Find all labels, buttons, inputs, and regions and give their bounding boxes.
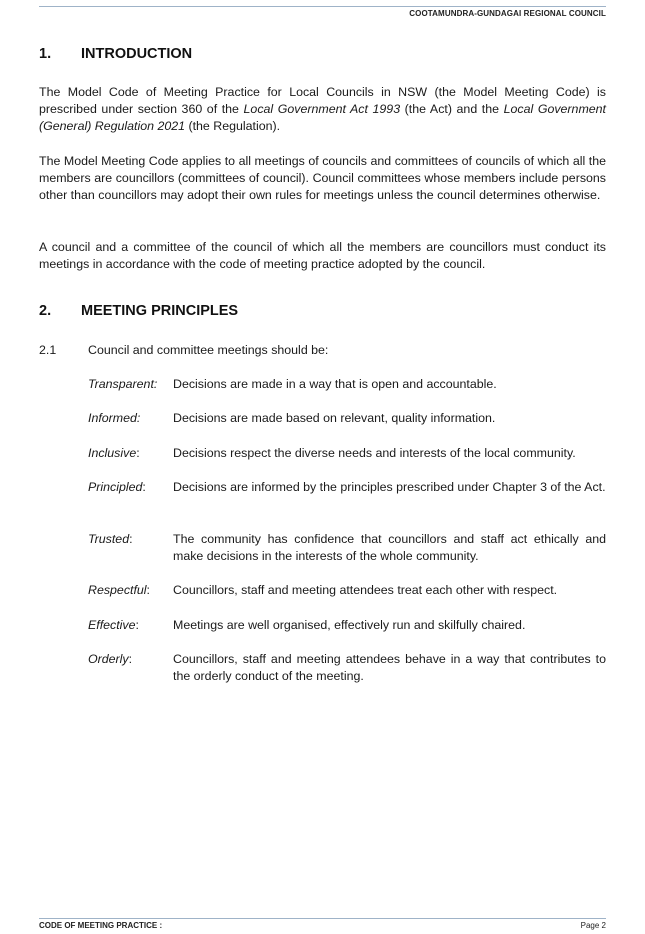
clause-number: 2.1 [39,343,57,357]
principle-item [88,531,606,565]
principle-description: Decisions are made in a way that is open and accountable. [173,377,497,391]
principle-description: Meetings are well organised, effectively run and skilfully chaired. [173,618,526,632]
principle-description: Decisions are made based on relevant, quality information. [173,411,496,425]
section-title: MEETING PRINCIPLES [81,303,239,319]
principle-item [88,651,606,685]
principle-term-suffix: : [129,532,133,546]
principle-term-wrap [88,479,146,496]
principle-item [88,376,606,393]
principle-item [88,582,606,599]
footer-document-name: CODE OF MEETING PRACTICE : [39,921,163,930]
principle-item [88,479,606,496]
principle-description: Councillors, staff and meeting attendees treat each other with respect. [173,583,558,597]
principle-term-suffix: : [135,618,139,632]
intro-paragraph-2: The Model Meeting Code applies to all meetings of councils and committees of councils of which all the members are councillors (committees of council). Council committees whose members include persons other than councillors may adopt their own rules for meetings unless the council determines otherwise. [39,154,606,202]
header-organization: COOTAMUNDRA-GUNDAGAI REGIONAL COUNCIL [409,9,606,18]
principle-term: Effective [88,618,136,632]
principle-term: Orderly [88,652,129,666]
act-title: Local Government Act 1993 [243,102,401,116]
principle-term: Inclusive [88,446,137,460]
footer-page-number: Page 2 [580,921,606,930]
footer-rule [39,918,606,919]
principle-item [88,617,606,634]
principle-description: Councillors, staff and meeting attendees behave in a way that contributes to the orderly conduct of the meeting. [173,652,606,683]
principle-description: Decisions are informed by the principles prescribed under Chapter 3 of the Act. [173,480,606,494]
principle-term: Trusted [88,532,130,546]
section-heading-meeting-principles [39,303,238,319]
principle-term: Respectful [88,583,147,597]
clause-text: Council and committee meetings should be: [88,343,329,357]
principle-item [88,445,606,462]
principle-term-suffix: : [128,652,133,666]
header-rule [39,6,606,7]
intro-text: (the Regulation). [185,119,281,133]
principle-term-suffix: : [142,480,146,494]
principle-term: Informed: [88,411,141,425]
principle-description: The community has confidence that councillors and staff act ethically and make decisions in the interests of the whole community. [173,532,606,563]
intro-text: The Model Code of Meeting Practice for Local Councils in NSW (the Model Meeting Code) is prescribed under section 360 of the [39,85,606,116]
section-title: INTRODUCTION [81,46,193,62]
intro-paragraph-1 [39,84,606,135]
principle-term-wrap [88,617,139,634]
intro-paragraph-3: A council and a committee of the council of which all the members are councillors must conduct its meetings in accordance with the code of meeting practice adopted by the council. [39,240,606,271]
principle-term-wrap [88,531,133,548]
principle-term-suffix: : [146,583,150,597]
section-number: 2. [39,303,52,319]
principle-term: Transparent: [88,377,158,391]
intro-text: (the Act) and the [400,102,504,116]
regulation-title: Local Government (General) Regulation 2021 [39,102,606,133]
principle-description: Decisions respect the diverse needs and interests of the local community. [173,446,576,460]
principle-term-suffix: : [136,446,140,460]
section-number: 1. [39,46,52,62]
principle-term-wrap [88,445,140,462]
principle-term-wrap [88,582,150,599]
principle-term: Principled [88,480,143,494]
principle-term-wrap [88,651,132,668]
principle-item [88,410,606,427]
section-heading-introduction [39,46,192,62]
